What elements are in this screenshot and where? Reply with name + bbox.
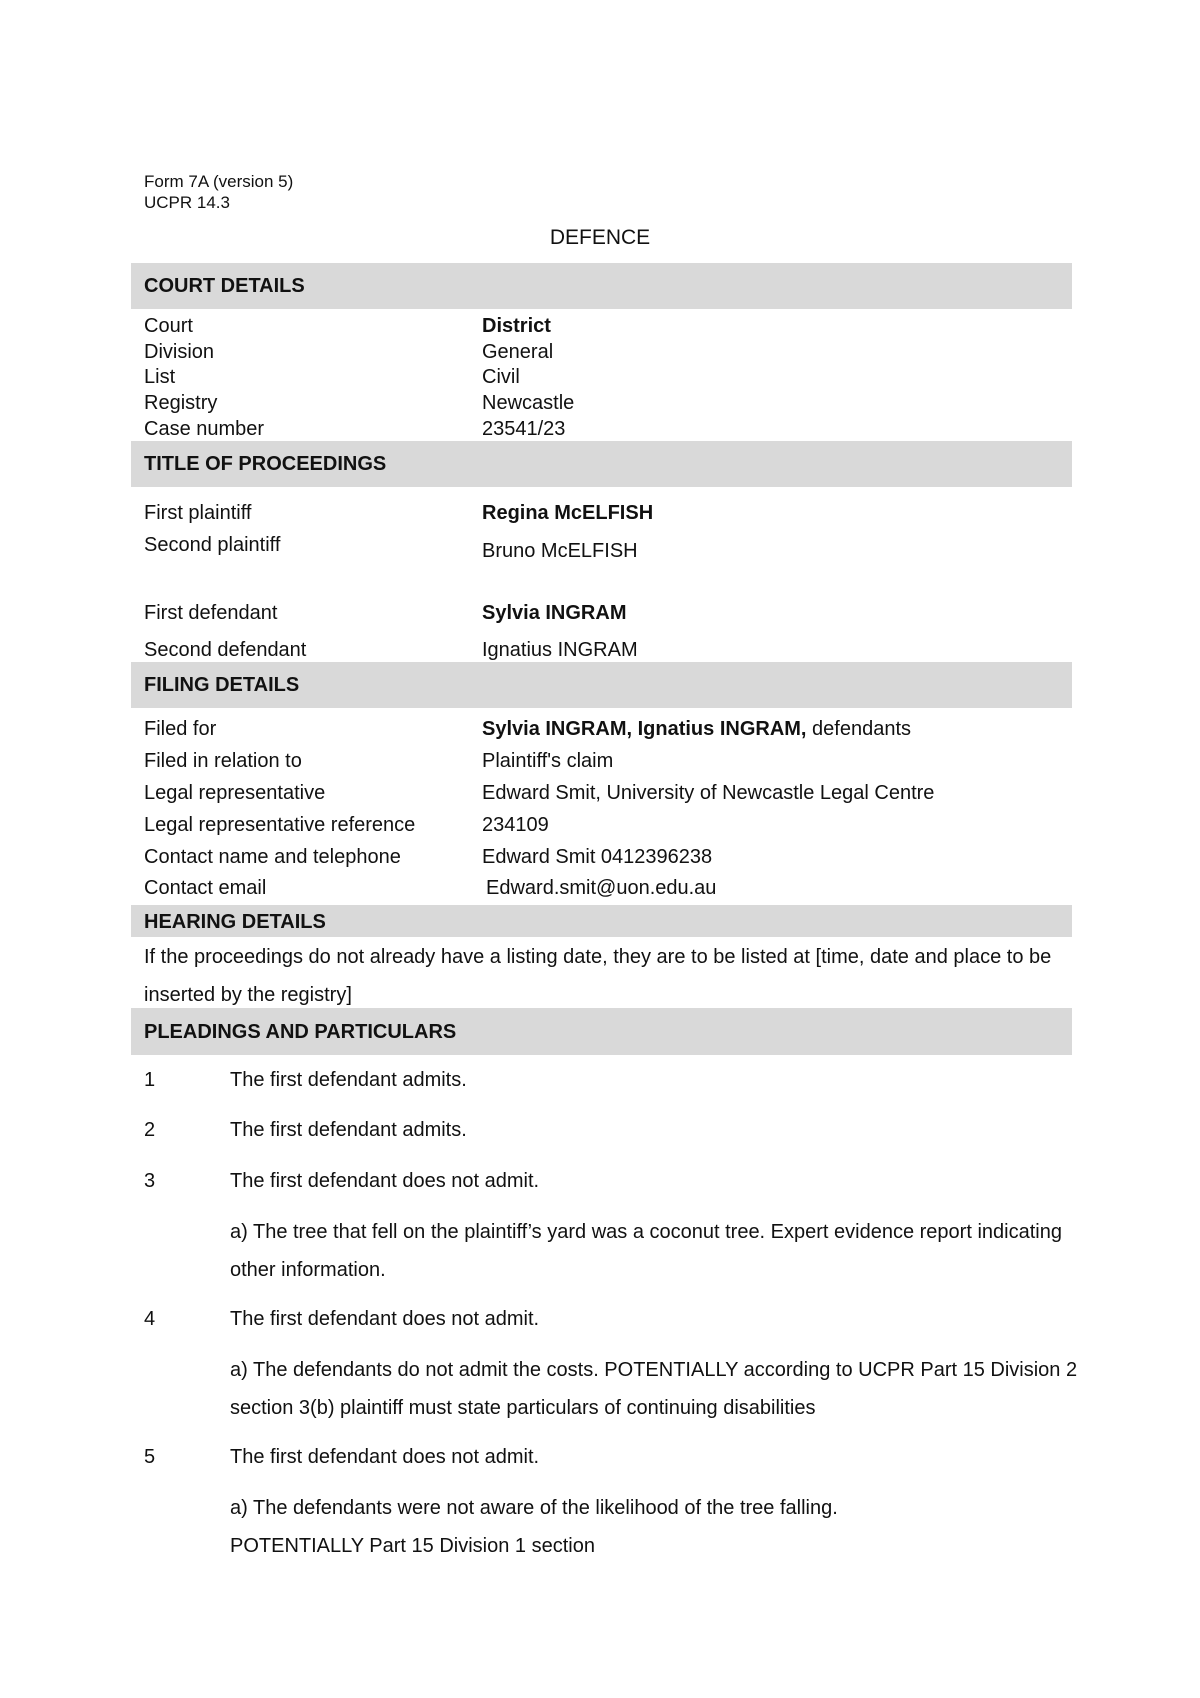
court-label: Court (144, 315, 193, 337)
first-plaintiff-label: First plaintiff (144, 502, 252, 524)
pleadings-heading-band (131, 1008, 1072, 1055)
case-number-value: 23541/23 (482, 418, 566, 440)
legal-representative-value: Edward Smit, University of Newcastle Legal Centre (482, 782, 935, 804)
first-defendant-value: Sylvia INGRAM (482, 602, 627, 624)
pleading-number: 2 (144, 1119, 156, 1141)
list-label: List (144, 366, 176, 388)
pleading-text: The first defendant admits. (230, 1119, 467, 1141)
form-meta (144, 171, 293, 213)
legal-reference-value: 234109 (482, 814, 549, 836)
second-plaintiff-value: Bruno McELFISH (482, 540, 638, 562)
court-value: District (482, 315, 551, 337)
legal-reference-label: Legal representative reference (144, 814, 416, 836)
pleading-particular: a) The defendants were not aware of the likelihood of the tree falling. POTENTIALLY Part 15 Division 1 section (230, 1497, 838, 1557)
filed-in-relation-value: Plaintiff's claim (482, 750, 614, 772)
second-plaintiff-label: Second plaintiff (144, 534, 281, 556)
second-defendant-label: Second defendant (144, 639, 307, 661)
division-value: General (482, 341, 554, 363)
filed-for-role: defendants (806, 718, 912, 740)
contact-email-label: Contact email (144, 877, 267, 899)
pleading-text: The first defendant does not admit. (230, 1308, 540, 1330)
pleading-number: 1 (144, 1069, 156, 1091)
contact-name-label: Contact name and telephone (144, 846, 401, 868)
pleading-text: The first defendant does not admit. (230, 1170, 540, 1192)
pleading-particular: a) The tree that fell on the plaintiff’s yard was a coconut tree. Expert evidence report indicating other information. (230, 1221, 1062, 1281)
hearing-details-text: If the proceedings do not already have a listing date, they are to be listed at [time, date and place to be inserted by the registry] (144, 946, 1052, 1006)
filed-for-parties: Sylvia INGRAM, Ignatius INGRAM, (482, 718, 807, 740)
pleading-number: 5 (144, 1446, 156, 1468)
contact-name-value: Edward Smit 0412396238 (482, 846, 713, 868)
first-defendant-label: First defendant (144, 602, 278, 624)
form-version: Form 7A (version 5) (144, 172, 294, 191)
filed-in-relation-label: Filed in relation to (144, 750, 302, 772)
filing-details-heading-band (131, 662, 1072, 708)
list-value: Civil (482, 366, 520, 388)
pleading-number: 4 (144, 1308, 156, 1330)
registry-value: Newcastle (482, 392, 575, 414)
filing-details-heading: FILING DETAILS (144, 674, 300, 696)
document-title: DEFENCE (549, 226, 651, 249)
hearing-details-heading-band (131, 905, 1072, 937)
pleading-number: 3 (144, 1170, 156, 1192)
court-details-heading-band (131, 263, 1072, 309)
contact-email-value: Edward.smit@uon.edu.au (486, 877, 717, 899)
court-details-heading: COURT DETAILS (144, 275, 305, 297)
second-defendant-value: Ignatius INGRAM (482, 639, 638, 661)
filed-for-label: Filed for (144, 718, 217, 740)
rule-reference: UCPR 14.3 (144, 193, 230, 212)
pleading-text: The first defendant does not admit. (230, 1446, 540, 1468)
pleading-particular: a) The defendants do not admit the costs. POTENTIALLY according to UCPR Part 15 Division 2 section 3(b) plaintiff must state particulars of continuing disabilities (230, 1359, 1078, 1419)
filed-for-value (482, 718, 911, 741)
legal-representative-label: Legal representative (144, 782, 326, 804)
pleadings-heading: PLEADINGS AND PARTICULARS (144, 1021, 457, 1043)
title-of-proceedings-heading-band (131, 441, 1072, 487)
hearing-details-heading: HEARING DETAILS (144, 911, 326, 933)
first-plaintiff-value: Regina McELFISH (482, 502, 654, 524)
case-number-label: Case number (144, 418, 265, 440)
title-of-proceedings-heading: TITLE OF PROCEEDINGS (144, 453, 387, 475)
division-label: Division (144, 341, 215, 363)
registry-label: Registry (144, 392, 218, 414)
pleading-text: The first defendant admits. (230, 1069, 467, 1091)
